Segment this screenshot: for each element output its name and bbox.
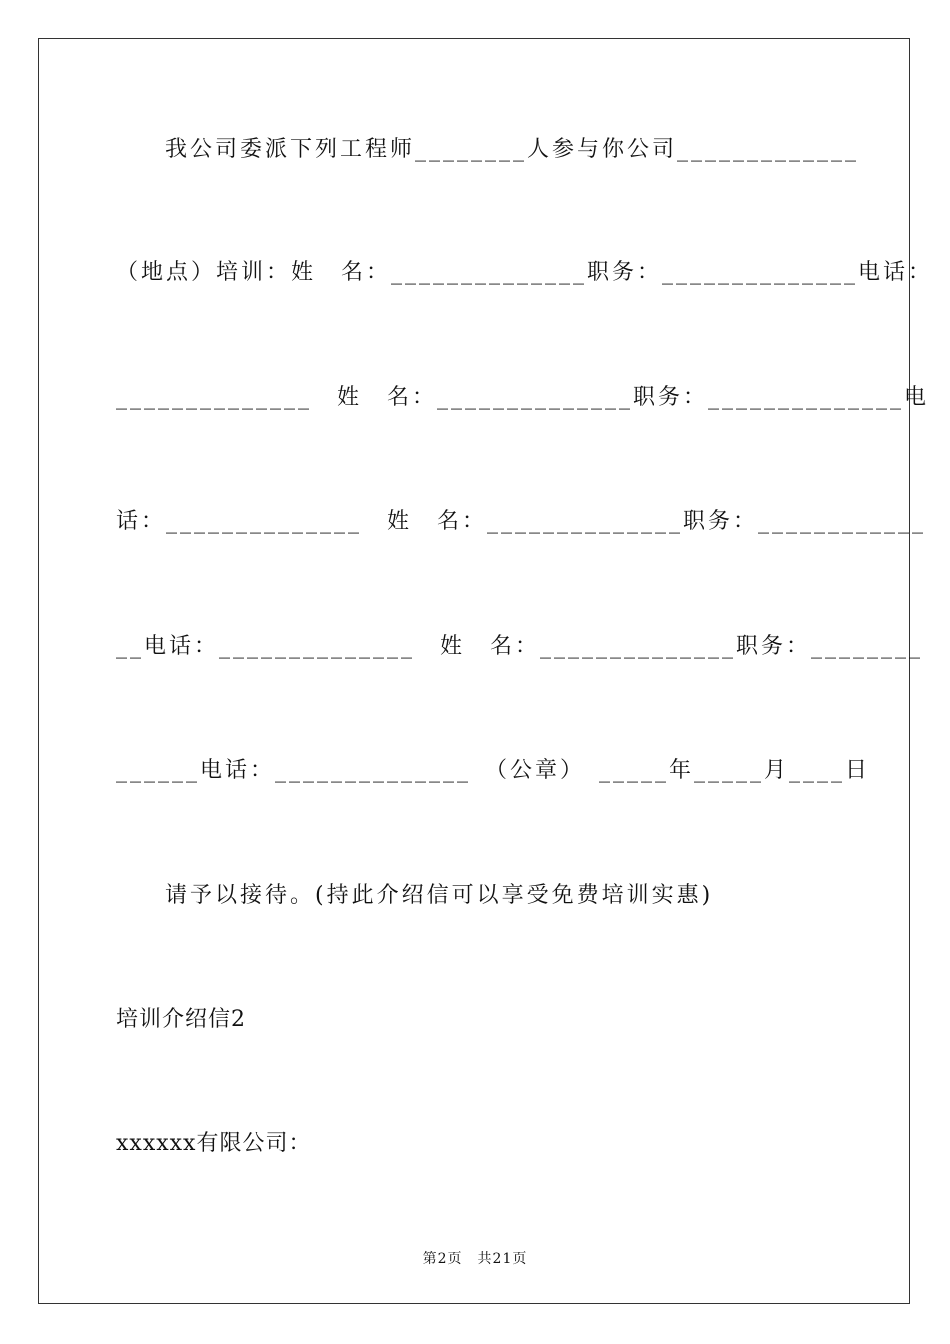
trainee-line-3: 话：______________ 姓 名：______________职务：____________ (116, 509, 927, 534)
trainee-line-4: __电话：______________ 姓 名：______________职务：________ (116, 634, 924, 659)
seal-date-line: ______电话：______________ （公章） _____年_____月____日 (116, 758, 871, 783)
trainee-line-2: ______________ 姓 名：______________职务：______________电 (116, 385, 930, 410)
page-number-footer: 第2页 共21页 (422, 1251, 528, 1267)
letter-opening-line: 我公司委派下列工程师________人参与你公司_____________ (165, 137, 860, 162)
reception-request-line: 请予以接待。(持此介绍信可以享受免费培训实惠) (165, 883, 714, 908)
recipient-company-line: xxxxxx有限公司： (116, 1131, 312, 1156)
section-heading: 培训介绍信2 (116, 1007, 246, 1032)
trainee-line-1: （地点）培训：姓 名：______________职务：______________电话： (116, 260, 934, 285)
page-frame (38, 38, 910, 1304)
